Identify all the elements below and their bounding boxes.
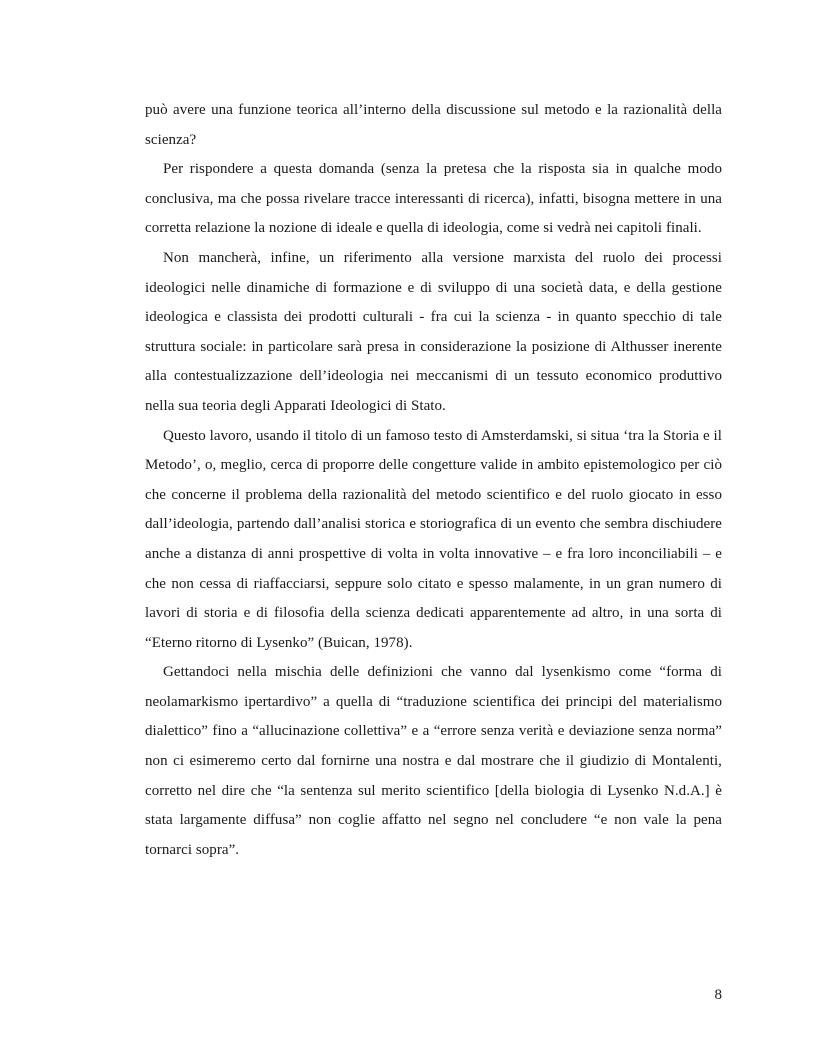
paragraph: Non mancherà, infine, un riferimento alla versione marxista del ruolo dei processi ideologici nelle dinamiche di formazione e di sviluppo di una società data, e della gestione ideologica e classista dei prodotti culturali - fra cui la scienza - in quanto specchio di tale struttura sociale: in particolare sarà presa in considerazione la posizione di Althusser inerente alla contestualizzazione dell’ideologia nei meccanismi di un tessuto economico produttivo nella sua teoria degli Apparati Ideologici di Stato. [145,249,722,414]
body-text [145,96,722,865]
paragraph: Gettandoci nella mischia delle definizioni che vanno dal lysenkismo come “forma di neolamarkismo ipertardivo” a quella di “traduzione scientifica dei principi del materialismo dialettico” fino a “allucinazione collettiva” e a “errore senza verità e deviazione senza norma” non ci esimeremo certo dal fornirne una nostra e dal mostrare che il giudizio di Montalenti, corretto nel dire che “la sentenza sul merito scientifico [della biologia di Lysenko N.d.A.] è stata largamente diffusa” non coglie affatto nel segno nel concludere “e non vale la pena tornarci sopra”. [145,664,722,858]
paragraph-continuation: può avere una funzione teorica all’interno della discussione sul metodo e la razionalità della scienza? [145,102,722,148]
page-number: 8 [714,987,722,1003]
paragraph: Per rispondere a questa domanda (senza la pretesa che la risposta sia in qualche modo conclusiva, ma che possa rivelare tracce interessanti di ricerca), infatti, bisogna mettere in una corretta relazione la nozione di ideale e quella di ideologia, come si vedrà nei capitoli finali. [145,161,722,237]
paragraph: Questo lavoro, usando il titolo di un famoso testo di Amsterdamski, si situa ‘tra la Storia e il Metodo’, o, meglio, cerca di proporre delle congetture valide in ambito epistemologico per ciò che concerne il problema della razionalità del metodo scientifico e del ruolo giocato in esso dall’ideologia, partendo dall’analisi storica e storiografica di un evento che sembra dischiudere anche a distanza di anni prospettive di volta in volta innovative – e fra loro inconciliabili – e che non cessa di riaffacciarsi, seppure solo citato e spesso malamente, in un gran numero di lavori di storia e di filosofia della scienza dedicati apparentemente ad altro, in una sorta di “Eterno ritorno di Lysenko” (Buican, 1978). [145,427,722,651]
